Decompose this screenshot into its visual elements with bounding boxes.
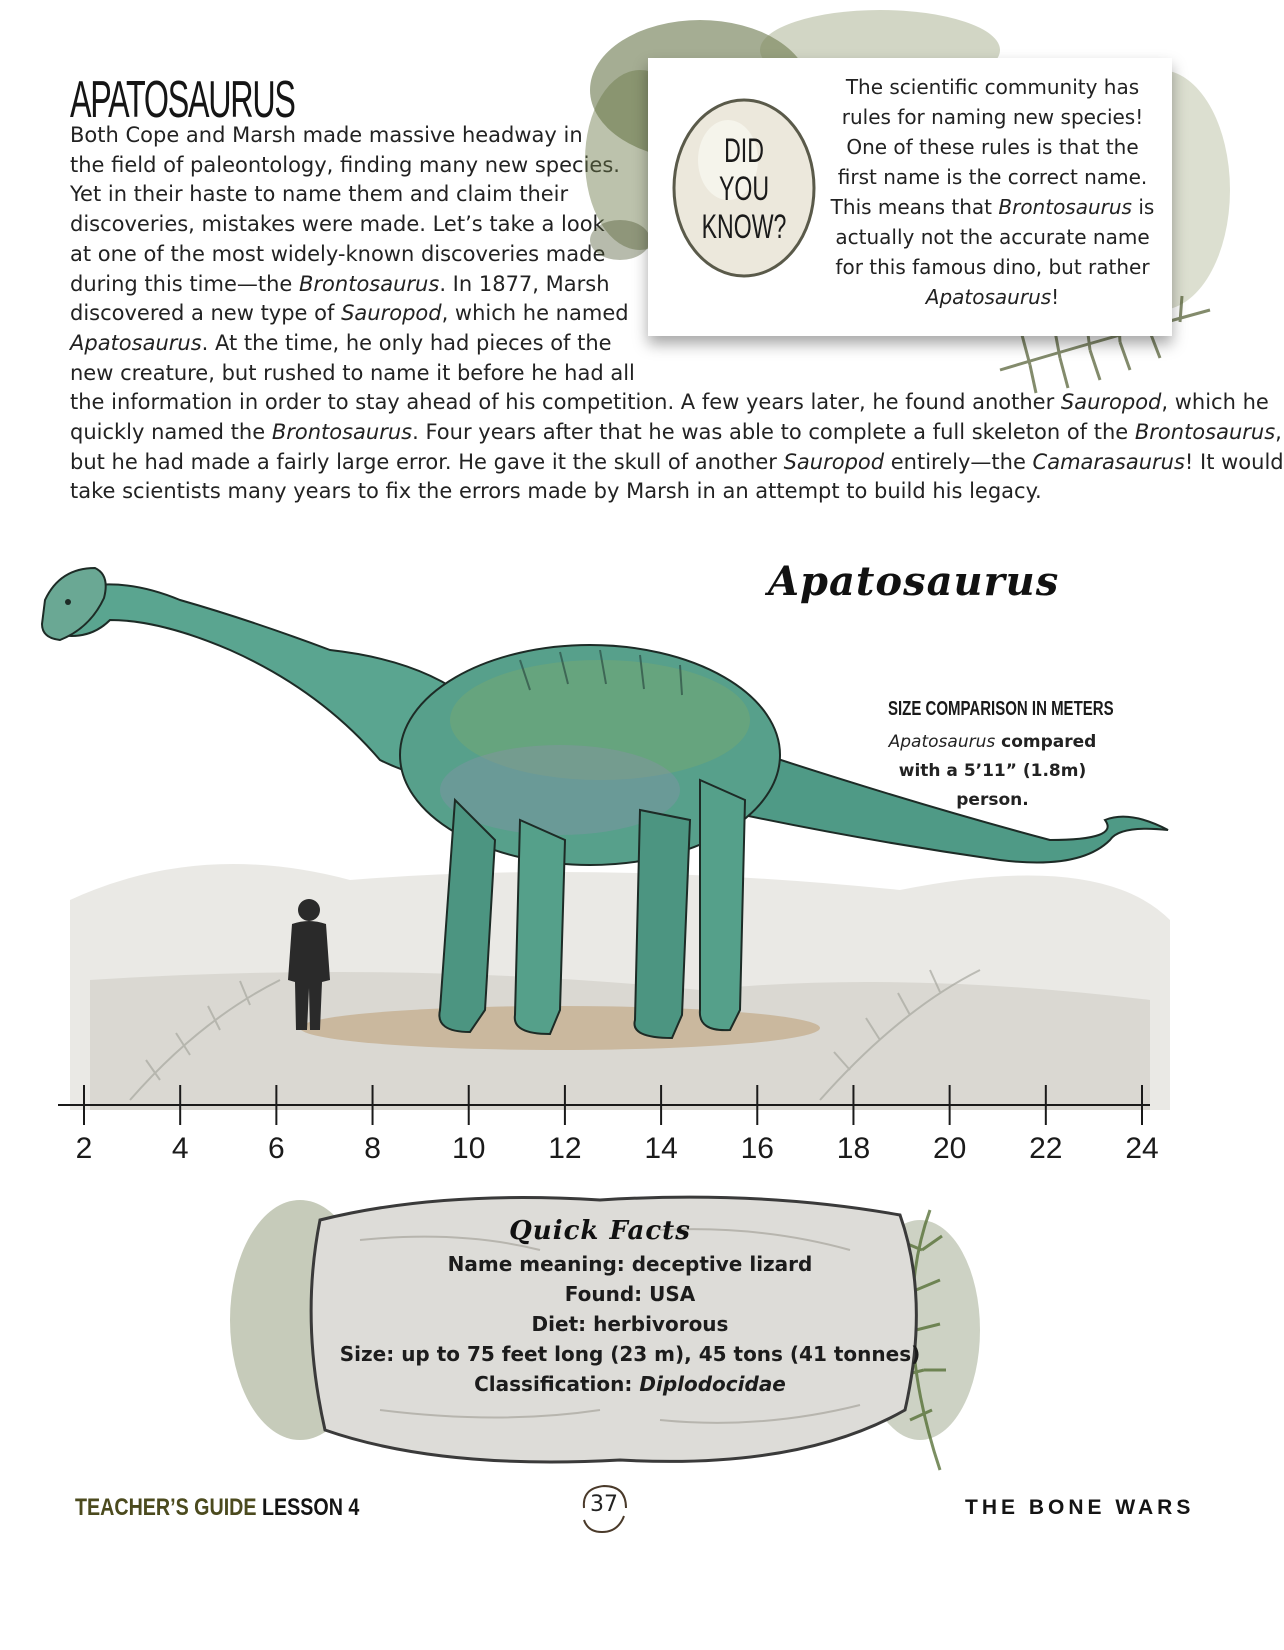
egg-word: KNOW?	[701, 208, 787, 246]
quick-fact-line	[300, 1282, 960, 1306]
text-segment: Diet: herbivorous	[531, 1312, 729, 1336]
quick-fact-line	[300, 1312, 960, 1336]
italic-term: Apatosaurus	[70, 330, 202, 355]
scale-tick-label: 16	[740, 1132, 774, 1165]
text-segment: Name meaning: deceptive lizard	[447, 1252, 813, 1276]
italic-term: Diplodocidae	[639, 1372, 786, 1396]
scale-tick-label: 14	[644, 1132, 678, 1165]
size-caption-line	[880, 757, 1105, 786]
text-segment: One of these rules is that the	[846, 135, 1139, 159]
body-line	[70, 447, 1284, 477]
text-segment: discoveries, mistakes were made. Let’s take a look	[70, 212, 605, 237]
italic-term: Apatosaurus	[925, 285, 1052, 309]
text-segment: . Four years after that he was able to complete a full skeleton of the	[412, 420, 1135, 444]
text-segment: . In 1877, Marsh	[439, 271, 610, 296]
did-you-know-line	[820, 102, 1165, 132]
scale-tick-label: 8	[364, 1132, 381, 1165]
text-segment: Yet in their haste to name them and claim their	[70, 182, 569, 207]
text-segment: ,	[1275, 420, 1282, 444]
did-you-know-text	[820, 72, 1165, 312]
body-line	[70, 179, 568, 209]
did-you-know-line	[820, 162, 1165, 192]
did-you-know-line	[820, 252, 1165, 282]
text-segment: ! It would	[1184, 449, 1284, 474]
text-segment: person.	[956, 790, 1029, 810]
text-segment: take scientists many years to fix the errors made by Marsh in an attempt to build his legacy.	[70, 479, 1042, 504]
italic-term: Brontosaurus	[998, 195, 1132, 219]
text-segment: the field of paleontology, finding many new species.	[70, 152, 620, 177]
did-you-know-line	[820, 72, 1165, 102]
size-comparison-heading: SIZE COMPARISON IN METERS	[888, 698, 1114, 720]
italic-term: Camarasaurus	[1032, 449, 1185, 474]
text-segment: with a 5’11” (1.8m)	[898, 761, 1087, 781]
scale-tick-label: 10	[452, 1132, 486, 1165]
text-segment: during this time—the	[70, 271, 300, 296]
italic-term: Sauropod	[783, 449, 885, 474]
scale-tick-label: 4	[171, 1132, 189, 1165]
body-line	[70, 328, 612, 358]
text-segment: entirely—the	[884, 449, 1033, 474]
did-you-know-line	[820, 222, 1165, 252]
text-segment: rules for naming new species!	[841, 105, 1144, 129]
scale-tick-label: 24	[1125, 1132, 1159, 1165]
footer-book-title: THE BONE WARS	[965, 1496, 1195, 1519]
text-segment: , which he	[1161, 390, 1269, 415]
text-segment: This means that	[830, 195, 999, 219]
text-segment: new creature, but rushed to name it before he had all	[70, 360, 635, 385]
dinosaur-illustration	[0, 540, 1275, 1180]
size-comparison-caption	[880, 728, 1105, 815]
italic-term: Brontosaurus	[271, 420, 413, 444]
text-segment: at one of the most widely-known discoveries made	[70, 241, 606, 266]
body-line	[70, 387, 1269, 417]
italic-term: Apatosaurus	[888, 732, 996, 752]
italic-term: Brontosaurus	[299, 271, 440, 296]
text-segment: Both Cope and Marsh made massive headway in	[70, 123, 583, 147]
italic-term: Brontosaurus	[1134, 420, 1276, 444]
body-line	[70, 150, 620, 180]
body-line	[70, 239, 605, 269]
text-segment: discovered a new type of	[70, 301, 342, 326]
text-segment: , which he named	[441, 301, 629, 326]
text-segment: actually not the accurate name	[835, 225, 1150, 249]
text-segment: the information in order to stay ahead of his competition. A few years later, he found another	[70, 390, 1061, 415]
quick-fact-line	[300, 1252, 960, 1276]
text-segment: The scientific community has	[845, 75, 1140, 99]
text-segment: but he had made a fairly large error. He gave it the skull of another	[70, 449, 784, 474]
did-you-know-line	[820, 132, 1165, 162]
page-heading: APATOSAURUS	[70, 71, 295, 129]
scale-tick-label: 6	[268, 1132, 285, 1165]
did-you-know-line	[820, 282, 1165, 312]
text-segment: is	[1131, 195, 1155, 219]
text-segment: compared	[995, 732, 1097, 752]
size-caption-line	[880, 728, 1105, 757]
footer-guide-label	[75, 1494, 359, 1522]
body-line	[70, 298, 629, 328]
body-line	[70, 269, 610, 299]
body-line	[70, 209, 605, 239]
scale-tick-label: 22	[1029, 1132, 1063, 1165]
scale-tick-label: 2	[75, 1132, 93, 1165]
scale-tick-label: 12	[548, 1132, 582, 1165]
did-you-know-line	[820, 192, 1165, 222]
text-segment: . At the time, he only had pieces of the	[201, 330, 612, 355]
text-segment: for this famous dino, but rather	[835, 255, 1150, 279]
body-line	[70, 120, 583, 150]
footer-guide: TEACHER’S GUIDE	[75, 1494, 257, 1521]
quick-facts-title: Quick Facts	[509, 1216, 691, 1246]
italic-term: Sauropod	[341, 301, 442, 326]
footer-lesson: LESSON 4	[261, 1494, 360, 1521]
body-line	[70, 358, 635, 388]
egg-word: DID	[724, 132, 764, 170]
illustration-title: Apatosaurus	[768, 558, 1060, 605]
text-segment: quickly named the	[70, 420, 272, 444]
text-segment: Classification:	[474, 1372, 640, 1396]
text-segment: Found: USA	[564, 1282, 696, 1306]
page-number: 37	[590, 1492, 618, 1517]
body-line	[70, 417, 1282, 447]
text-segment: !	[1051, 285, 1060, 309]
scale-tick-label: 20	[932, 1132, 967, 1165]
italic-term: Sauropod	[1060, 390, 1162, 415]
size-caption-line	[880, 786, 1105, 815]
egg-graphic	[668, 90, 820, 278]
egg-word: YOU	[718, 170, 770, 208]
quick-fact-line	[300, 1342, 960, 1366]
text-segment: Size: up to 75 feet long (23 m), 45 tons (41 tonnes)	[339, 1342, 921, 1366]
body-line	[70, 476, 1042, 506]
quick-fact-line	[300, 1372, 960, 1396]
text-segment: first name is the correct name.	[837, 165, 1148, 189]
scale-tick-label: 18	[836, 1132, 871, 1165]
